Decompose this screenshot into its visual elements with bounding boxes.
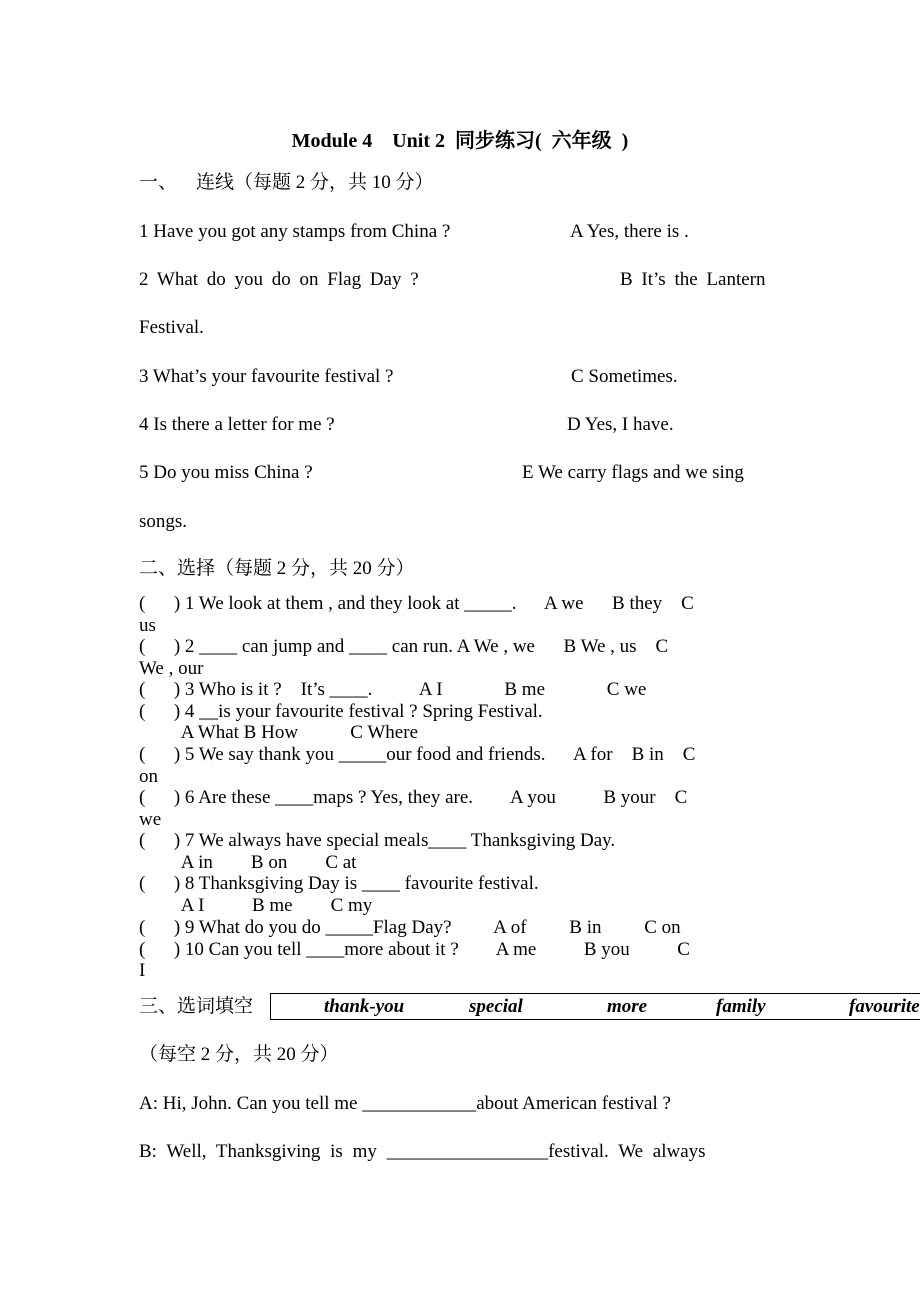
match-answer-wrap: Festival. xyxy=(139,317,204,338)
choice-question: ( ) 10 Can you tell ____more about it ? A me B you C xyxy=(139,939,690,960)
page-title: Module 4 Unit 2 同步练习( 六年级 ) xyxy=(291,130,629,152)
match-answer: B It’s the Lantern xyxy=(620,269,766,290)
match-question: 2 What do you do on Flag Day ? xyxy=(139,269,419,290)
choice-question: ( ) 1 We look at them , and they look at _____. A we B they C xyxy=(139,593,694,614)
match-answer: C Sometimes. xyxy=(571,366,678,387)
section1-heading: 一、 连线（每题 2 分，共 10 分） xyxy=(139,172,434,193)
choice-question: ( ) 2 ____ can jump and ____ can run. A We , we B We , us C xyxy=(139,636,669,657)
choice-question: ( ) 5 We say thank you _____our food and friends. A for B in C xyxy=(139,744,696,765)
word-bank-item: special xyxy=(469,996,523,1017)
match-answer: E We carry flags and we sing xyxy=(522,462,744,483)
choice-wrap: we xyxy=(139,809,162,830)
match-question: 4 Is there a letter for me ? xyxy=(139,414,335,435)
choice-wrap: on xyxy=(139,766,158,787)
choice-question: ( ) 8 Thanksgiving Day is ____ favourite festival. xyxy=(139,873,539,894)
section3-heading: 三、选词填空 xyxy=(139,996,254,1017)
word-bank-item: family xyxy=(716,996,766,1017)
choice-wrap: We , our xyxy=(139,658,204,679)
choice-wrap: us xyxy=(139,615,156,636)
word-bank-box xyxy=(270,993,920,1020)
word-bank-item: favourite xyxy=(849,996,920,1017)
choice-wrap: I xyxy=(139,960,146,981)
choice-options: A What B How C Where xyxy=(139,722,418,743)
match-question: 1 Have you got any stamps from China ? xyxy=(139,221,451,242)
choice-options: A in B on C at xyxy=(139,852,357,873)
section2-heading: 二、选择（每题 2 分，共 20 分） xyxy=(139,558,415,579)
choice-question: ( ) 3 Who is it ? It’s ____. A I B me C we xyxy=(139,679,647,700)
match-answer: A Yes, there is . xyxy=(570,221,689,242)
word-bank-item: thank-you xyxy=(324,996,405,1017)
word-bank-item: more xyxy=(607,996,648,1017)
section3-points: （每空 2 分，共 20 分） xyxy=(139,1044,339,1065)
match-question: 3 What’s your favourite festival ? xyxy=(139,366,394,387)
match-answer-wrap: songs. xyxy=(139,511,188,532)
match-answer: D Yes, I have. xyxy=(567,414,674,435)
match-question: 5 Do you miss China ? xyxy=(139,462,313,483)
choice-options: A I B me C my xyxy=(139,895,373,916)
choice-question: ( ) 4 __is your favourite festival ? Spring Festival. xyxy=(139,701,543,722)
dialogue-line: A: Hi, John. Can you tell me ____________about American festival ? xyxy=(139,1093,671,1114)
choice-question: ( ) 6 Are these ____maps ? Yes, they are. A you B your C xyxy=(139,787,688,808)
choice-question: ( ) 9 What do you do _____Flag Day? A of B in C on xyxy=(139,917,681,938)
choice-question: ( ) 7 We always have special meals____ Thanksgiving Day. xyxy=(139,830,616,851)
dialogue-line: B: Well, Thanksgiving is my _________________festival. We always xyxy=(139,1141,706,1162)
